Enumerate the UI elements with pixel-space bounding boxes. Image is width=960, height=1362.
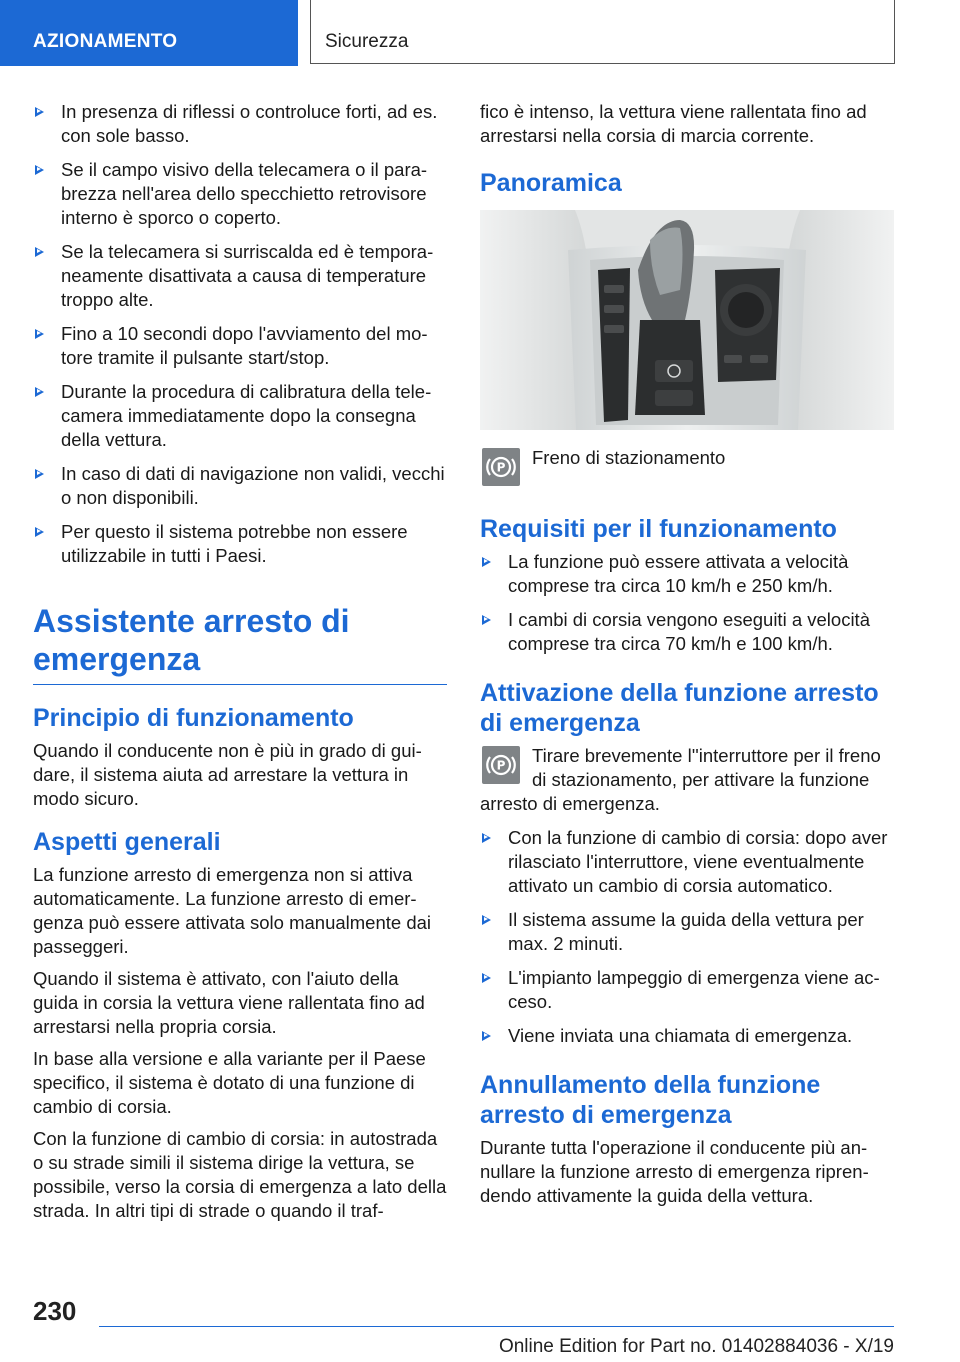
panoramica-heading: Panoramica: [480, 169, 622, 197]
triangle-bullet-icon: [482, 557, 491, 567]
triangle-bullet-icon: [482, 833, 491, 843]
figure-caption-row: [480, 446, 894, 490]
footer-divider: [99, 1326, 894, 1327]
svg-text:P: P: [496, 758, 506, 773]
attivazione-block: [480, 744, 894, 826]
list-item: In presenza di riflessi o controluce forti, ad es. con sole basso.: [33, 100, 447, 148]
triangle-bullet-icon: [482, 1031, 491, 1041]
edition-text: Online Edition for Part no. 01402884036 - X/19: [498, 1336, 894, 1357]
heading-divider: [33, 684, 447, 685]
center-console-image: [480, 210, 894, 430]
list-item: Se la telecamera si surriscalda ed è temporaneamente disattivata a causa di temperature troppo alte.: [33, 240, 447, 312]
triangle-bullet-icon: [35, 527, 44, 537]
triangle-bullet-icon: [35, 469, 44, 479]
annullamento-heading: Annullamento della funzione arresto di emergenza: [480, 1071, 821, 1129]
right-column: [480, 100, 894, 1216]
left-column: [33, 100, 447, 1231]
page-header: [0, 0, 960, 66]
section-tab: AZIONAMENTO: [0, 0, 298, 66]
parking-brake-icon: [482, 448, 520, 486]
principio-text: Quando il conducente non è più in grado di guidare, il sistema aiuta ad arrestare la vettura in modo sicuro.: [33, 740, 422, 809]
attivazione-list: [480, 826, 894, 1048]
center-console-illustration: [480, 210, 894, 430]
triangle-bullet-icon: [35, 329, 44, 339]
aspetti-paragraph: In base alla versione e alla variante per il Paese specifico, il sistema è dotato di una funzione di cambio di corsia.: [33, 1048, 426, 1117]
parking-brake-icon: [482, 746, 520, 784]
figure-caption: Freno di stazionamento: [532, 447, 726, 468]
principio-heading: Principio di funzionamento: [33, 704, 354, 732]
triangle-bullet-icon: [482, 915, 491, 925]
attivazione-heading: Attivazione della funzione arresto di emergenza: [480, 679, 879, 737]
attivazione-text: Tirare brevemente l''interruttore per il freno di stazionamento, per attivare la funzione arresto di emergenza.: [480, 745, 881, 814]
list-item: L'impianto lampeggio di emergenza viene acceso.: [480, 966, 894, 1014]
annullamento-text: Durante tutta l'operazione il conducente più annullare la funzione arresto di emergenza riprendendo attivamente la guida della vettura.: [480, 1137, 869, 1206]
list-item: Fino a 10 secondi dopo l'avviamento del motore tramite il pulsante start/stop.: [33, 322, 447, 370]
list-item: Con la funzione di cambio di corsia: dopo aver rilasciato l'interruttore, viene eventualmente attivato un cambio di corsia automatico.: [480, 826, 894, 898]
requisiti-list: [480, 550, 894, 656]
list-item: Per questo il sistema potrebbe non essere utilizzabile in tutti i Paesi.: [33, 520, 447, 568]
aspetti-paragraph: Quando il sistema è attivato, con l'aiuto della guida in corsia la vettura viene rallentata fino ad arrestarsi nella propria corsia.: [33, 968, 425, 1037]
list-item: Durante la procedura di calibratura della telecamera immediatamente dopo la consegna della vettura.: [33, 380, 447, 452]
list-item: Se il campo visivo della telecamera o il parabrezza nell'area dello specchietto retrovisore interno è sporco o coperto.: [33, 158, 447, 230]
list-item: I cambi di corsia vengono eseguiti a velocità comprese tra circa 70 km/h e 100 km/h.: [480, 608, 894, 656]
triangle-bullet-icon: [35, 165, 44, 175]
triangle-bullet-icon: [35, 107, 44, 117]
triangle-bullet-icon: [482, 615, 491, 625]
svg-text:P: P: [496, 460, 506, 475]
list-item: Viene inviata una chiamata di emergenza.: [480, 1024, 894, 1048]
page-number: 230: [33, 1296, 77, 1326]
list-item: In caso di dati di navigazione non validi, vecchi o non disponibili.: [33, 462, 447, 510]
continuation-text: fico è intenso, la vettura viene rallentata fino ad arrestarsi nella corsia di marcia corrente.: [480, 101, 867, 146]
aspetti-paragraph: Con la funzione di cambio di corsia: in autostrada o su strade simili il sistema dirige la vettura, se possibile, verso la corsia di emergenza a lato della strada. In altri tipi di strade o quando il traf-: [33, 1128, 447, 1221]
triangle-bullet-icon: [35, 247, 44, 257]
conditions-list: [33, 100, 447, 568]
subsection-tab: Sicurezza: [310, 0, 895, 64]
aspetti-paragraph: La funzione arresto di emergenza non si attiva automaticamente. La funzione arresto di emergenza può essere attivata solo manualmente dai passeggeri.: [33, 864, 432, 957]
triangle-bullet-icon: [35, 387, 44, 397]
main-heading: Assistente arresto di emergenza: [33, 603, 350, 677]
list-item: Il sistema assume la guida della vettura per max. 2 minuti.: [480, 908, 894, 956]
triangle-bullet-icon: [482, 973, 491, 983]
aspetti-heading: Aspetti generali: [33, 828, 221, 856]
list-item: La funzione può essere attivata a velocità comprese tra circa 10 km/h e 250 km/h.: [480, 550, 894, 598]
requisiti-heading: Requisiti per il funzionamento: [480, 515, 837, 543]
